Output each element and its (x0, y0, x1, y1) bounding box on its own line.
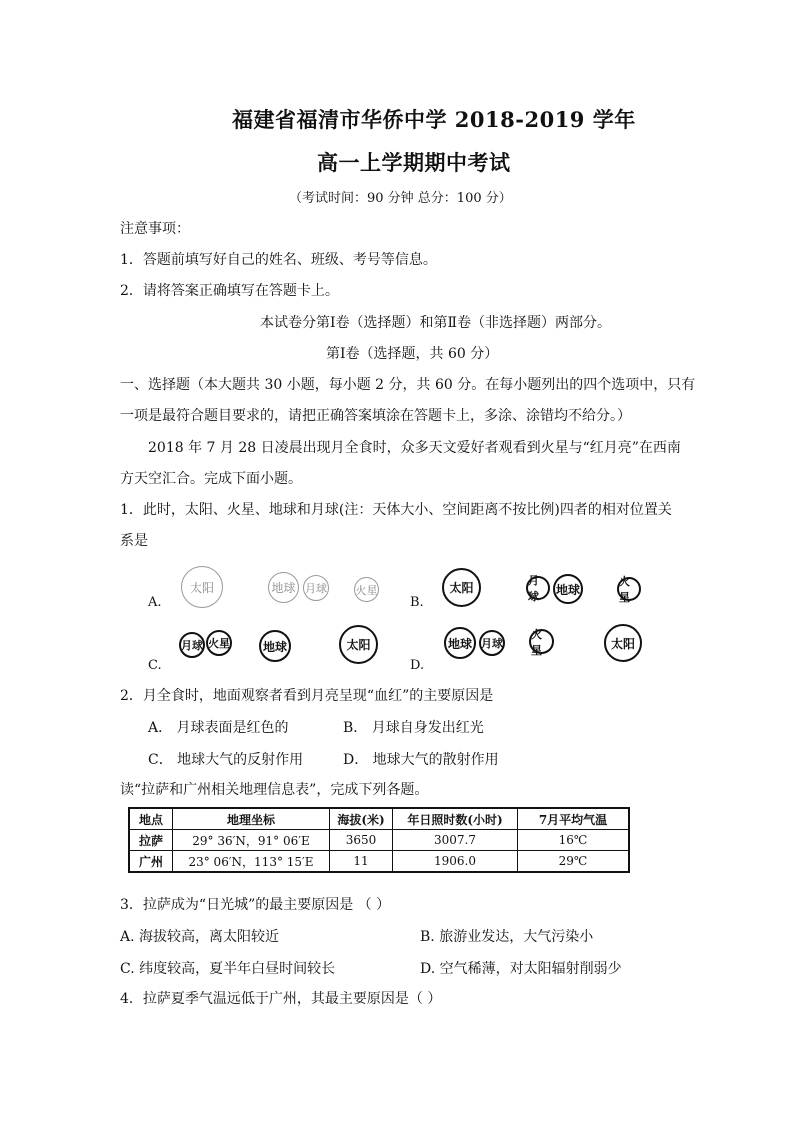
q2-option-d[interactable]: D． 地球大气的散射作用 (343, 752, 499, 768)
q3-option-d[interactable]: D. 空气稀薄，对太阳辐射削弱少 (420, 961, 622, 977)
q2-option-b[interactable]: B． 月球自身发出红光 (343, 720, 484, 736)
q3-stem: 3．拉萨成为“日光城”的最主要原因是 （ ） (120, 897, 391, 913)
option-a-moon: 月球 (303, 575, 329, 601)
table-row (129, 830, 629, 851)
q1-stem-line2: 系是 (120, 533, 148, 549)
header-cell: 地理坐标 (173, 808, 330, 830)
option-c-sun: 太阳 (339, 625, 378, 664)
option-d-mars: 火星 (529, 629, 554, 654)
option-d-moon: 月球 (479, 630, 505, 656)
q1-stem-line1: 1．此时，太阳、火星、地球和月球(注：天体大小、空间距离不按比例)四者的相对位置关 (120, 502, 672, 518)
option-a-sun: 太阳 (181, 566, 223, 608)
q1-option-a-label[interactable]: A. (148, 595, 162, 610)
q3-option-b[interactable]: B. 旅游业发达，大气污染小 (420, 929, 594, 945)
table-cell: 拉萨 (129, 830, 173, 851)
table-cell: 广州 (129, 851, 173, 873)
table-cell: 3650 (330, 830, 393, 851)
table-row (129, 851, 629, 873)
section-title: 第Ⅰ卷（选择题，共 60 分） (326, 346, 499, 362)
q1-option-d-label[interactable]: D. (410, 658, 425, 673)
context-line2: 方天空汇合。完成下面小题。 (120, 471, 302, 487)
q2-stem: 2．月全食时，地面观察者看到月亮呈现“血红”的主要原因是 (120, 688, 494, 704)
table-cell: 23° 06′N，113° 15′E (173, 851, 330, 873)
section1-intro-line1: 一、选择题（本大题共 30 小题，每小题 2 分，共 60 分。在每小题列出的四个选项中，只有 (120, 377, 696, 393)
option-c-moon: 月球 (179, 632, 205, 658)
note-item-2: 2．请将答案正确填写在答题卡上。 (120, 283, 339, 299)
q4-stem: 4．拉萨夏季气温远低于广州，其最主要原因是（ ） (120, 991, 442, 1007)
q2-option-c[interactable]: C． 地球大气的反射作用 (148, 752, 304, 768)
q3-option-c[interactable]: C. 纬度较高，夏半年白昼时间较长 (120, 961, 336, 977)
option-d-sun: 太阳 (604, 624, 642, 662)
exam-title-line2: 高一上学期期中考试 (317, 150, 511, 175)
header-cell: 年日照时数(小时) (393, 808, 518, 830)
table-cell: 1906.0 (393, 851, 518, 873)
option-c-earth: 地球 (259, 630, 291, 662)
table-cell: 29℃ (518, 851, 630, 873)
context-line1: 2018 年 7 月 28 日凌晨出现月全食时，众多天文爱好者观看到火星与“红月亮”在西南 (148, 440, 681, 456)
note-item-1: 1．答题前填写好自己的姓名、班级、考号等信息。 (120, 252, 437, 268)
option-a-earth: 地球 (268, 572, 299, 603)
option-b-earth: 地球 (553, 574, 583, 604)
table-header-row (129, 808, 629, 830)
option-b-mars: 火星 (617, 577, 641, 601)
q3-option-a[interactable]: A. 海拔较高，离太阳较近 (120, 929, 280, 945)
notes-heading: 注意事项： (120, 221, 190, 237)
option-a-mars: 火星 (354, 577, 379, 602)
table-cell: 3007.7 (393, 830, 518, 851)
table-prompt: 读“拉萨和广州相关地理信息表”，完成下列各题。 (120, 782, 429, 798)
paper-description: 本试卷分第Ⅰ卷（选择题）和第Ⅱ卷（非选择题）两部分。 (260, 315, 612, 331)
q2-option-a[interactable]: A． 月球表面是红色的 (148, 720, 289, 736)
header-cell: 7月平均气温 (518, 808, 630, 830)
exam-title-line1: 福建省福清市华侨中学 2018-2019 学年 (232, 107, 636, 132)
option-d-earth: 地球 (444, 627, 476, 659)
exam-info: （考试时间：90 分钟 总分：100 分） (289, 191, 512, 206)
table-cell: 11 (330, 851, 393, 873)
table-cell: 16℃ (518, 830, 630, 851)
header-cell: 海拔(米) (330, 808, 393, 830)
header-cell: 地点 (129, 808, 173, 830)
section1-intro-line2: 一项是最符合题目要求的，请把正确答案填涂在答题卡上，多涂、涂错均不给分。） (120, 408, 631, 424)
option-c-mars: 火星 (206, 630, 232, 656)
option-b-sun: 太阳 (442, 568, 481, 607)
q1-option-b-label[interactable]: B. (410, 595, 424, 610)
q1-option-c-label[interactable]: C. (148, 658, 162, 673)
geo-info-table (128, 807, 630, 873)
table-cell: 29° 36′N，91° 06′E (173, 830, 330, 851)
option-b-moon: 月球 (526, 576, 550, 600)
